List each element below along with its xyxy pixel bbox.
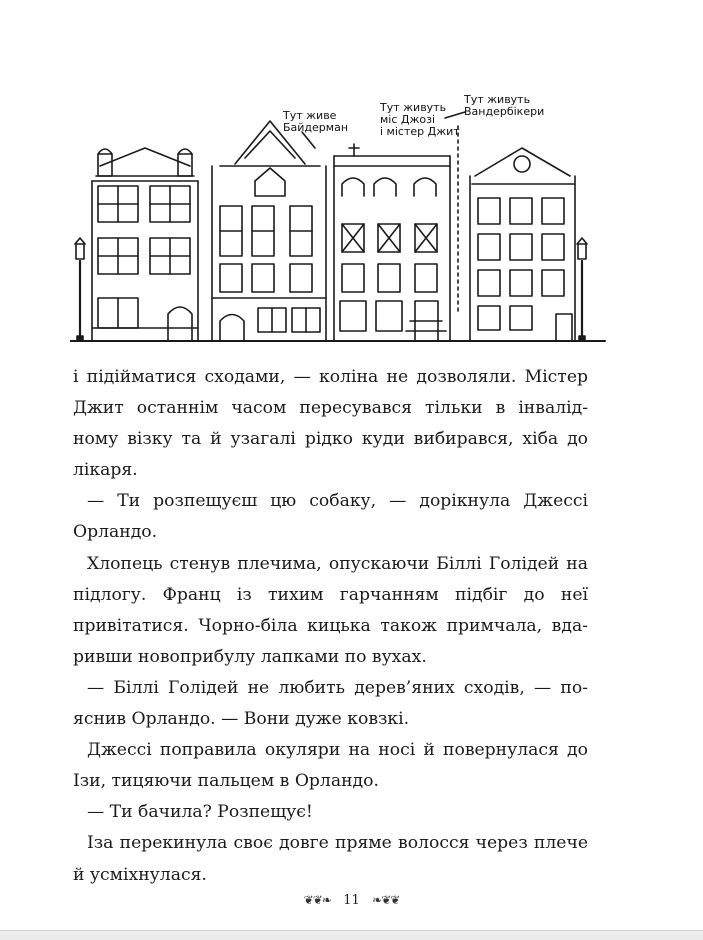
label-baiderman: Тут живе Байдерман — [283, 109, 349, 134]
ornament-right-icon: ❧❦❦ — [372, 893, 400, 907]
building-2-icon — [212, 121, 326, 341]
paragraph-7: Іза перекинула своє довге пряме волосся через плече й усміхнулася. — [73, 833, 588, 885]
building-3-icon — [334, 144, 450, 341]
label-jit: Тут живуть міс Джозі і містер Джит — [380, 101, 460, 138]
brownstone-illustration — [70, 86, 610, 348]
label-vanderbiker: Тут живуть Вандербікери — [464, 93, 545, 118]
paragraph-1: і підійматися сходами, — коліна не дозволяли. Містер Джит останнім часом пересувався тільки в інвалід- ному візку та й узагалі рідко куди вибирався, хіба до лікаря. — [73, 367, 588, 481]
paragraph-4: — Біллі Голідей не любить дерев’яних сходів, — по- яснив Орландо. — Вони дуже ковзкі. — [73, 677, 588, 730]
paragraph-6: — Ти бачила? Розпещує! — [87, 802, 313, 823]
paragraph-5: Джессі поправила окуляри на носі й повернулася до Ізи, тицяючи пальцем в Орландо. — [73, 740, 588, 792]
building-1-icon — [92, 148, 198, 341]
paragraph-2: — Ти розпещуєш цю собаку, — дорікнула Джессі Орландо. — [73, 491, 588, 543]
ornament-left-icon: ❦❦❧ — [303, 893, 331, 907]
body-text — [73, 362, 588, 891]
street-lamp-left-icon — [75, 238, 85, 341]
page-footer — [0, 893, 703, 913]
page-number: 11 — [343, 893, 360, 908]
street-lamp-right-icon — [577, 238, 587, 341]
paragraph-3: Хлопець стенув плечима, опускаючи Біллі Голідей на підлогу. Франц із тихим гарчанням підбіг до неї привітатися. Чорно-біла кицька також примчала, вда- ривши новоприбулу лапками по вухах. — [73, 553, 588, 667]
building-4-icon — [470, 148, 575, 341]
